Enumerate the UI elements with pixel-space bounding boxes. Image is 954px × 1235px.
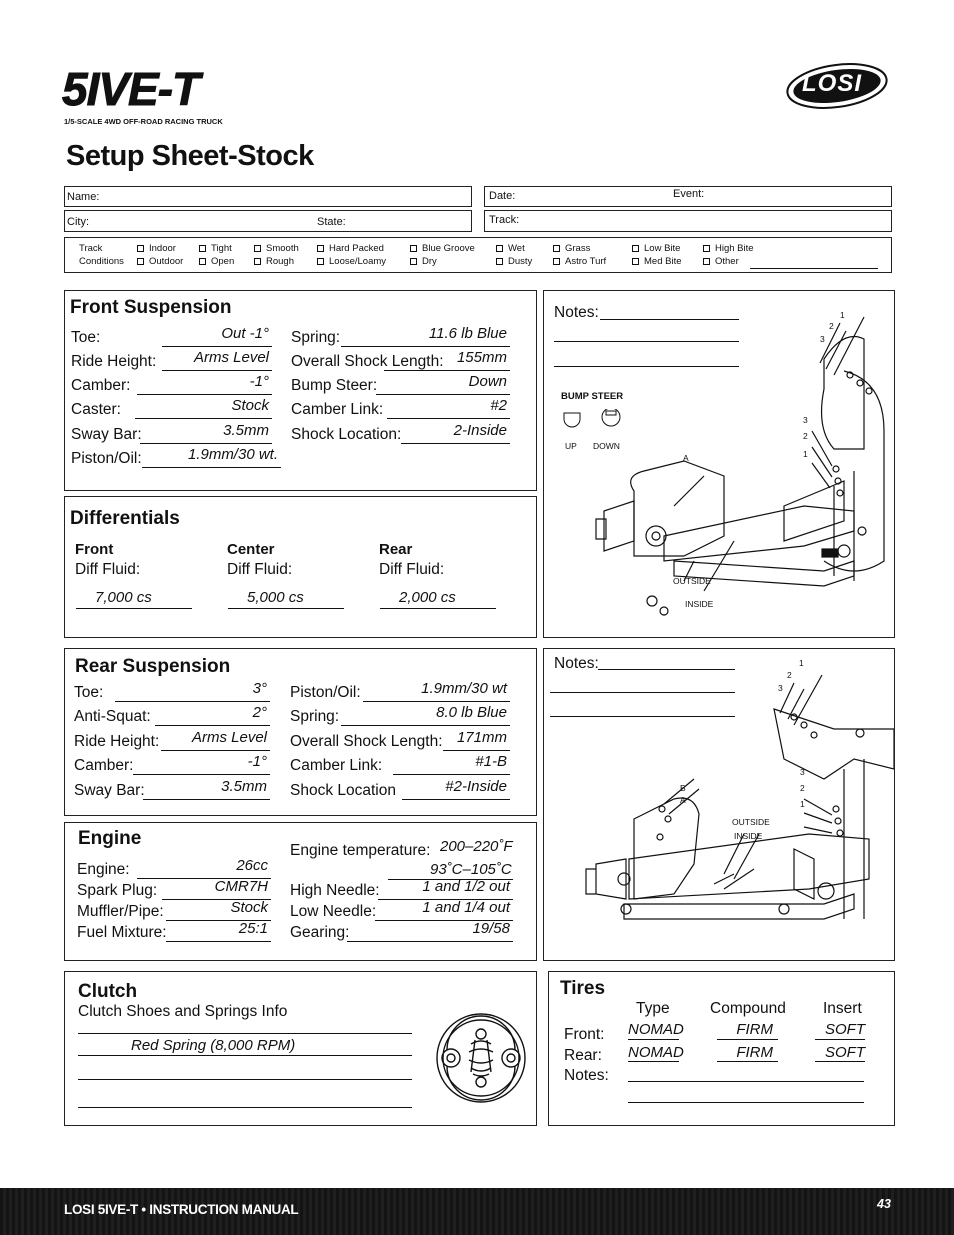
differentials-section — [64, 496, 537, 638]
field-label: Gearing: — [290, 924, 350, 941]
clutch-diagram — [433, 1010, 529, 1106]
condition-option[interactable] — [553, 243, 590, 254]
tires-notes-label: Notes: — [564, 1067, 609, 1084]
tires-front-label: Front: — [564, 1026, 605, 1043]
rear-suspension-section — [64, 648, 537, 816]
page-footer — [0, 1188, 954, 1235]
tires-front-insert[interactable]: SOFT — [825, 1021, 865, 1038]
field-label: Shock Location — [290, 782, 396, 799]
condition-option[interactable] — [254, 256, 294, 267]
field-label: Shock Location: — [291, 426, 402, 443]
checkbox-icon[interactable] — [199, 258, 206, 265]
field-value[interactable]: 8.0 lb Blue — [436, 704, 507, 721]
field-value[interactable]: 2° — [252, 704, 267, 721]
name-field[interactable] — [64, 186, 472, 207]
checkbox-icon[interactable] — [199, 245, 206, 252]
condition-label: Blue Groove — [422, 243, 475, 254]
condition-label: Grass — [565, 243, 591, 254]
field-value[interactable]: 171mm — [456, 729, 507, 746]
front-num-1-top: 1 — [840, 310, 845, 320]
condition-option[interactable] — [317, 243, 384, 254]
field-label: Overall Shock Length: — [291, 353, 444, 370]
tires-rear-type-line[interactable] — [628, 1061, 679, 1062]
field-value[interactable]: -1° — [247, 753, 267, 770]
condition-label: Outdoor — [149, 256, 184, 267]
field-value[interactable]: 3.5mm — [221, 778, 267, 795]
field-line[interactable] — [387, 418, 510, 419]
condition-option[interactable] — [410, 243, 475, 254]
event-label: Event: — [673, 188, 705, 200]
condition-label: Astro Turf — [565, 256, 607, 267]
condition-label: Dusty — [508, 256, 533, 267]
diff-fluid-value[interactable]: 2,000 cs — [399, 589, 456, 606]
diff-fluid-value[interactable]: 7,000 cs — [95, 589, 152, 606]
condition-option[interactable] — [317, 256, 386, 267]
clutch-line-3[interactable] — [78, 1079, 412, 1080]
tires-rear-insert-line[interactable] — [815, 1061, 865, 1062]
rear-num-3-top: 3 — [778, 683, 783, 693]
clutch-line-1[interactable] — [78, 1033, 412, 1034]
date-event-field[interactable] — [484, 186, 892, 207]
engine-heading: Engine — [78, 828, 142, 849]
condition-option[interactable] — [199, 256, 234, 267]
name-label: Name: — [67, 191, 100, 203]
front-suspension-heading: Front Suspension — [70, 297, 232, 318]
page-number: 43 — [877, 1197, 891, 1211]
field-value[interactable]: -1° — [249, 373, 269, 390]
field-label: Anti-Squat: — [74, 708, 151, 725]
front-suspension-diagram — [564, 311, 894, 636]
field-value[interactable]: 1.9mm/30 wt — [421, 680, 507, 697]
front-label-outside: OUTSIDE — [673, 576, 711, 586]
field-label: Spring: — [290, 708, 340, 725]
front-num-3-top: 3 — [820, 334, 825, 344]
condition-label: Smooth — [266, 243, 299, 254]
condition-label: Wet — [508, 243, 525, 254]
field-line[interactable] — [341, 725, 510, 726]
field-line[interactable] — [384, 370, 510, 371]
field-label: Toe: — [71, 329, 101, 346]
field-label: Fuel Mixture: — [77, 924, 167, 941]
front-num-2-top: 2 — [829, 321, 834, 331]
field-label: Piston/Oil: — [71, 450, 142, 467]
field-label: Camber Link: — [291, 401, 384, 418]
rear-suspension-heading: Rear Suspension — [75, 656, 231, 677]
front-diagram-section — [543, 290, 895, 638]
condition-option[interactable] — [496, 256, 532, 267]
checkbox-icon[interactable] — [703, 245, 710, 252]
field-line[interactable] — [376, 394, 510, 395]
tires-rear-type[interactable]: NOMAD — [628, 1044, 684, 1061]
condition-option[interactable] — [703, 243, 754, 254]
tires-heading: Tires — [560, 978, 606, 999]
clutch-section — [64, 971, 537, 1126]
state-label: State: — [317, 216, 346, 228]
field-value[interactable]: 1.9mm/30 wt. — [187, 446, 278, 463]
checkbox-icon[interactable] — [254, 245, 261, 252]
field-value[interactable]: 11.6 lb Blue — [428, 325, 507, 342]
diff-fluid-label: Diff Fluid: — [379, 561, 445, 578]
field-label: Spark Plug: — [77, 882, 158, 899]
tires-rear-insert[interactable]: SOFT — [825, 1044, 865, 1061]
diff-fluid-label: Diff Fluid: — [75, 561, 141, 578]
field-line[interactable] — [161, 750, 270, 751]
field-line[interactable] — [142, 467, 281, 468]
rear-num-2-mid: 2 — [800, 783, 805, 793]
engine-section — [64, 822, 537, 961]
diff-fluid-line[interactable] — [228, 608, 344, 609]
field-label: Camber: — [71, 377, 131, 394]
checkbox-icon[interactable] — [553, 245, 560, 252]
bump-up-label: UP — [565, 441, 577, 451]
condition-label: Other — [715, 256, 739, 267]
engine-temp-c[interactable]: 93˚C–105˚C — [430, 861, 512, 878]
field-value[interactable]: 25:1 — [238, 920, 268, 937]
checkbox-icon[interactable] — [410, 258, 417, 265]
city-state-field[interactable] — [64, 210, 472, 232]
engine-temp-label: Engine temperature: — [290, 842, 431, 859]
rear-num-1-top: 1 — [799, 658, 804, 668]
field-line[interactable] — [143, 799, 270, 800]
track-label: Track: — [489, 214, 520, 226]
conditions-label-1: Track — [79, 243, 103, 254]
checkbox-icon[interactable] — [496, 258, 503, 265]
tires-col-insert: Insert — [823, 1000, 862, 1017]
field-value[interactable]: Stock — [230, 899, 268, 916]
condition-label: Dry — [422, 256, 437, 267]
tires-front-compound-line[interactable] — [717, 1039, 778, 1040]
tires-rear-label: Rear: — [564, 1047, 602, 1064]
checkbox-icon[interactable] — [137, 245, 144, 252]
rear-label-a: A — [680, 795, 686, 805]
rear-notes-label: Notes: — [554, 655, 599, 672]
diff-fluid-line[interactable] — [76, 608, 192, 609]
field-value[interactable]: #1-B — [475, 753, 507, 770]
tires-col-type: Type — [636, 1000, 670, 1017]
checkbox-icon[interactable] — [254, 258, 261, 265]
field-label: Camber Link: — [290, 757, 383, 774]
field-value[interactable]: 1 and 1/2 out — [422, 878, 510, 895]
field-value[interactable]: 2-Inside — [453, 422, 507, 439]
brand-tagline: 1/5-SCALE 4WD OFF-ROAD RACING TRUCK — [64, 117, 223, 126]
diff-fluid-line[interactable] — [380, 608, 496, 609]
field-label: Sway Bar: — [71, 426, 142, 443]
rear-diagram-section — [543, 648, 895, 961]
tires-section — [548, 971, 895, 1126]
field-value[interactable]: Stock — [231, 397, 269, 414]
field-value[interactable]: Arms Level — [191, 729, 267, 746]
field-value[interactable]: 3.5mm — [223, 422, 269, 439]
brand-logo — [62, 63, 223, 126]
field-label: High Needle: — [290, 882, 380, 899]
tires-front-type-line[interactable] — [628, 1039, 679, 1040]
condition-option[interactable] — [632, 243, 680, 254]
field-line[interactable] — [166, 941, 271, 942]
losi-logo — [784, 60, 894, 110]
field-value[interactable]: 155mm — [456, 349, 507, 366]
bump-down-label: DOWN — [593, 441, 620, 451]
condition-option[interactable] — [254, 243, 299, 254]
condition-option[interactable] — [199, 243, 232, 254]
field-value[interactable]: 26cc — [236, 857, 268, 874]
condition-label: Open — [211, 256, 235, 267]
checkbox-icon[interactable] — [496, 245, 503, 252]
tires-col-compound: Compound — [710, 1000, 786, 1017]
condition-option[interactable] — [410, 256, 437, 267]
tires-front-insert-line[interactable] — [815, 1039, 865, 1040]
diff-fluid-label: Diff Fluid: — [227, 561, 293, 578]
field-label: Muffler/Pipe: — [77, 903, 164, 920]
condition-label: High Bite — [715, 243, 754, 254]
field-value[interactable]: Arms Level — [193, 349, 269, 366]
field-label: Spring: — [291, 329, 341, 346]
field-line[interactable] — [341, 346, 510, 347]
clutch-heading: Clutch — [78, 981, 138, 1002]
condition-label: Indoor — [149, 243, 176, 254]
brand-logo-text: 5IVE-T — [62, 63, 200, 115]
checkbox-icon[interactable] — [317, 245, 324, 252]
page-title: Setup Sheet-Stock — [66, 140, 314, 172]
checkbox-icon[interactable] — [703, 258, 710, 265]
field-label: Piston/Oil: — [290, 684, 361, 701]
field-label: Caster: — [71, 401, 121, 418]
field-line[interactable] — [443, 750, 510, 751]
field-label: Overall Shock Length: — [290, 733, 443, 750]
losi-logo-text: LOSI — [802, 70, 863, 97]
diff-fluid-value[interactable]: 5,000 cs — [247, 589, 304, 606]
field-line[interactable] — [135, 418, 272, 419]
field-line[interactable] — [162, 370, 272, 371]
rear-label-outside: OUTSIDE — [732, 817, 770, 827]
field-value[interactable]: Out -1° — [221, 325, 269, 342]
clutch-subheading: Clutch Shoes and Springs Info — [78, 1003, 288, 1020]
condition-option[interactable] — [137, 243, 176, 254]
field-line[interactable] — [140, 443, 272, 444]
rear-suspension-diagram — [564, 669, 894, 959]
diff-col-title: Rear — [379, 541, 413, 558]
field-line[interactable] — [402, 799, 510, 800]
tires-notes-line-1[interactable] — [628, 1081, 864, 1082]
field-value[interactable]: Down — [468, 373, 507, 390]
tires-notes-line-2[interactable] — [628, 1102, 864, 1103]
rear-num-2-top: 2 — [787, 670, 792, 680]
condition-option[interactable] — [137, 256, 183, 267]
condition-label: Hard Packed — [329, 243, 384, 254]
field-line[interactable] — [401, 443, 510, 444]
field-label: Bump Steer: — [291, 377, 378, 394]
field-value[interactable]: 19/58 — [472, 920, 510, 937]
rear-label-inside: INSIDE — [734, 831, 763, 841]
condition-label: Med Bite — [644, 256, 682, 267]
field-label: Ride Height: — [74, 733, 160, 750]
bump-steer-label: BUMP STEER — [561, 391, 624, 402]
rear-num-3-mid: 3 — [800, 767, 805, 777]
tires-rear-compound[interactable]: FIRM — [736, 1044, 773, 1061]
field-value[interactable]: 1 and 1/4 out — [422, 899, 510, 916]
other-condition-line[interactable] — [750, 268, 878, 269]
condition-option[interactable] — [632, 256, 682, 267]
diff-col-title: Center — [227, 541, 275, 558]
tires-front-type[interactable]: NOMAD — [628, 1021, 684, 1038]
engine-temp-f[interactable]: 200–220˚F — [440, 838, 513, 855]
field-line[interactable] — [133, 774, 270, 775]
field-line[interactable] — [137, 394, 272, 395]
field-line[interactable] — [155, 725, 270, 726]
field-label: Toe: — [74, 684, 104, 701]
front-label-inside: INSIDE — [685, 599, 714, 609]
field-label: Camber: — [74, 757, 134, 774]
condition-option[interactable] — [703, 256, 739, 267]
footer-text: LOSI 5IVE-T • INSTRUCTION MANUAL — [64, 1202, 299, 1217]
diff-col-title: Front — [75, 541, 114, 558]
front-num-3-mid: 3 — [803, 415, 808, 425]
front-num-2-mid: 2 — [803, 431, 808, 441]
differentials-heading: Differentials — [70, 508, 180, 529]
condition-label: Loose/Loamy — [329, 256, 387, 267]
clutch-value[interactable]: Red Spring (8,000 RPM) — [131, 1037, 296, 1054]
tires-rear-compound-line[interactable] — [717, 1061, 778, 1062]
field-label: Low Needle: — [290, 903, 377, 920]
track-field[interactable] — [484, 210, 892, 232]
checkbox-icon[interactable] — [632, 258, 639, 265]
city-label: City: — [67, 216, 89, 228]
checkbox-icon[interactable] — [553, 258, 560, 265]
field-line[interactable] — [363, 701, 510, 702]
field-label: Sway Bar: — [74, 782, 145, 799]
front-notes-label: Notes: — [554, 304, 599, 321]
field-label: Ride Height: — [71, 353, 157, 370]
field-value[interactable]: 3° — [252, 680, 267, 697]
condition-label: Tight — [211, 243, 232, 254]
rear-num-1-mid: 1 — [800, 799, 805, 809]
field-value[interactable]: CMR7H — [214, 878, 268, 895]
condition-option[interactable] — [553, 256, 606, 267]
conditions-label-2: Conditions — [79, 256, 124, 267]
field-label: Engine: — [77, 861, 130, 878]
front-label-a: A — [683, 453, 689, 463]
track-conditions — [64, 237, 892, 273]
field-value[interactable]: #2 — [490, 397, 507, 414]
checkbox-icon[interactable] — [137, 258, 144, 265]
tires-front-compound[interactable]: FIRM — [736, 1021, 773, 1038]
field-line[interactable] — [393, 774, 510, 775]
field-line[interactable] — [347, 941, 513, 942]
checkbox-icon[interactable] — [410, 245, 417, 252]
date-label: Date: — [489, 190, 516, 202]
condition-label: Low Bite — [644, 243, 681, 254]
rear-label-b: B — [680, 783, 686, 793]
front-suspension-section — [64, 290, 537, 491]
field-line[interactable] — [115, 701, 270, 702]
clutch-line-2[interactable] — [78, 1055, 412, 1056]
checkbox-icon[interactable] — [632, 245, 639, 252]
clutch-line-4[interactable] — [78, 1107, 412, 1108]
condition-option[interactable] — [496, 243, 525, 254]
checkbox-icon[interactable] — [317, 258, 324, 265]
field-line[interactable] — [162, 346, 272, 347]
field-value[interactable]: #2-Inside — [445, 778, 507, 795]
front-num-1-mid: 1 — [803, 449, 808, 459]
condition-label: Rough — [266, 256, 294, 267]
